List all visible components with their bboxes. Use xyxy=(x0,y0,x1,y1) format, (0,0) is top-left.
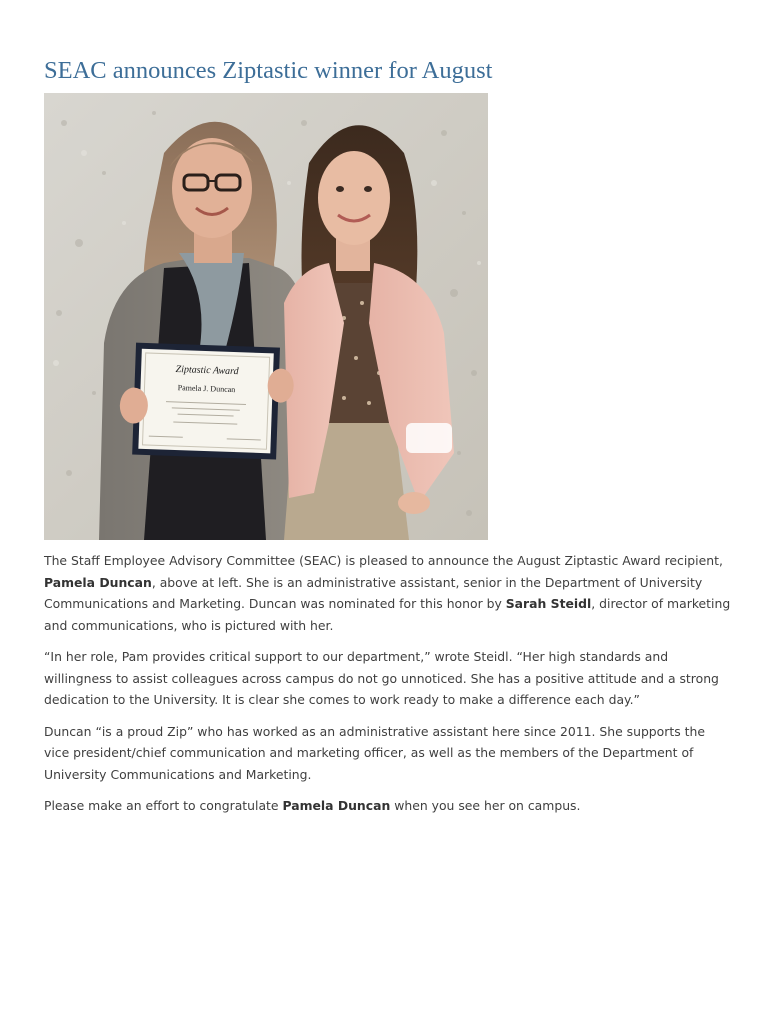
award-photo xyxy=(44,93,488,540)
certificate-title: Ziptastic Award xyxy=(175,363,239,378)
paragraph-announcement xyxy=(44,550,734,636)
article-title: SEAC announces Ziptastic winner for August xyxy=(44,57,493,84)
nominator-name: Sarah Steidl xyxy=(505,596,592,611)
certificate-name: Pamela J. Duncan xyxy=(177,383,236,395)
paragraph-text: “In her role, Pam provides critical support to our department,” wrote Steidl. “Her high standards and willingness to assist colleagues across campus do not go unnoticed. She has a positive attitude and a strong dedication to the University. It is clear she comes to work ready to make a difference each day.” xyxy=(44,649,719,707)
paragraph-text: The Staff Employee Advisory Committee (SEAC) is pleased to announce the August Ziptastic Award recipient, xyxy=(44,553,723,568)
award-photo-illustration xyxy=(44,93,488,540)
paragraph-text: , director of marketing and communications, who is pictured with her. xyxy=(44,596,731,633)
paragraph-text: , above at left. She is an administrative assistant, senior in the Department of University Communications and Marketing. Duncan was nominated for this honor by xyxy=(44,574,703,611)
paragraph-text: Duncan “is a proud Zip” who has worked as an administrative assistant here since 2011. She supports the vice president/chief communication and marketing officer, as well as the members of the Department of University Communications and Marketing. xyxy=(44,723,705,782)
recipient-name: Pamela Duncan xyxy=(44,574,152,590)
award-certificate xyxy=(118,342,295,460)
paragraph-closing xyxy=(44,795,734,817)
paragraph-background xyxy=(44,721,734,786)
paragraph-text: when you see her on campus. xyxy=(390,798,581,813)
article-body xyxy=(44,550,734,827)
paragraph-quote xyxy=(44,646,734,711)
paragraph-text: Please make an effort to congratulate xyxy=(44,798,283,813)
recipient-name: Pamela Duncan xyxy=(282,798,391,813)
